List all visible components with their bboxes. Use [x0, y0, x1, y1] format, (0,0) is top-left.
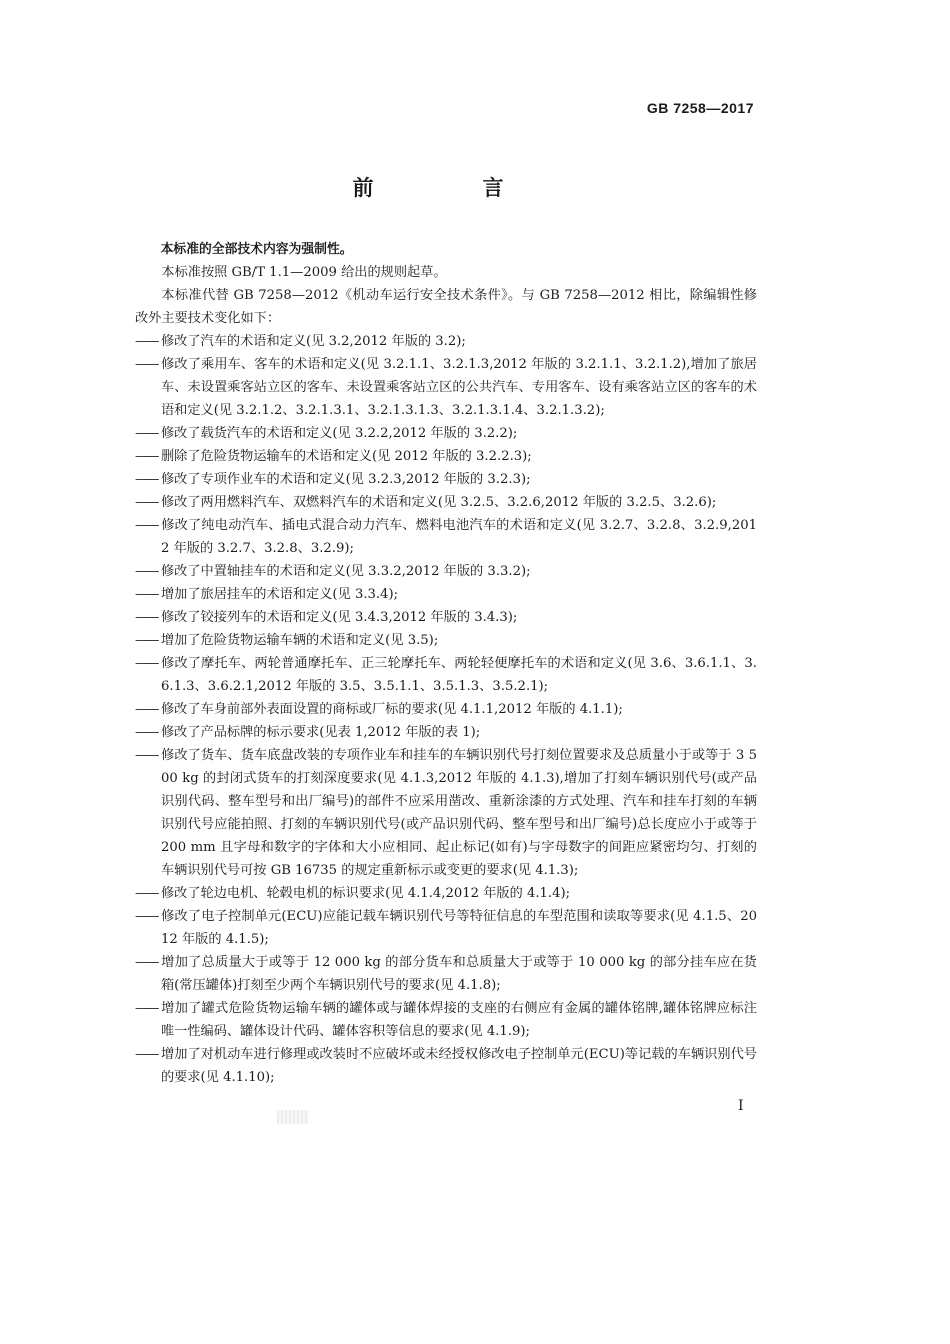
list-dash: ——	[135, 725, 158, 740]
scan-mark	[277, 1110, 309, 1124]
list-item-text: 修改了车身前部外表面设置的商标或厂标的要求(见 4.1.1,2012 年版的 4.1.1);	[161, 702, 623, 717]
page-number: I	[738, 1098, 744, 1114]
list-item	[135, 629, 757, 652]
list-item-text: 增加了旅居挂车的术语和定义(见 3.3.4);	[161, 587, 399, 602]
list-item	[135, 721, 757, 744]
list-dash: ——	[135, 472, 158, 487]
intro-paragraph-mandatory: 本标准的全部技术内容为强制性。	[160, 242, 353, 257]
list-item-text: 修改了专项作业车的术语和定义(见 3.2.3,2012 年版的 3.2.3);	[161, 472, 531, 487]
list-item	[135, 445, 757, 468]
intro-paragraph-drafting: 本标准按照 GB/T 1.1—2009 给出的规则起草。	[161, 265, 447, 280]
list-dash: ——	[135, 518, 158, 533]
list-item	[135, 422, 757, 445]
list-dash: ——	[135, 564, 158, 579]
list-item	[135, 882, 757, 905]
list-item-text: 删除了危险货物运输车的术语和定义(见 2012 年版的 3.2.2.3);	[161, 449, 532, 464]
list-dash: ——	[135, 357, 158, 372]
list-item-text: 修改了汽车的术语和定义(见 3.2,2012 年版的 3.2);	[161, 334, 466, 349]
list-dash: ——	[135, 426, 158, 441]
list-dash: ——	[135, 449, 158, 464]
list-dash: ——	[135, 495, 158, 510]
list-dash: ——	[135, 1001, 158, 1016]
list-item-text: 修改了铰接列车的术语和定义(见 3.4.3,2012 年版的 3.4.3);	[161, 610, 518, 625]
list-item	[135, 583, 757, 606]
standard-number: GB 7258—2017	[646, 100, 754, 116]
list-dash: ——	[135, 886, 158, 901]
list-item	[135, 698, 757, 721]
list-item-text: 修改了摩托车、两轮普通摩托车、正三轮摩托车、两轮轻便摩托车的术语和定义(见 3.6、3.6.1.1、3.6.1.3、3.6.2.1,2012 年版的 3.5、3.5.1.1、3.5.1.3、3.5.2.1);	[161, 656, 757, 694]
list-item-text: 修改了中置轴挂车的术语和定义(见 3.3.2,2012 年版的 3.3.2);	[161, 564, 531, 579]
list-item-text: 修改了载货汽车的术语和定义(见 3.2.2,2012 年版的 3.2.2);	[161, 426, 518, 441]
list-item	[135, 905, 757, 951]
list-dash: ——	[135, 656, 158, 671]
list-item-text: 修改了轮边电机、轮毂电机的标识要求(见 4.1.4,2012 年版的 4.1.4);	[161, 886, 571, 901]
list-item	[135, 652, 757, 698]
list-item-text: 增加了危险货物运输车辆的术语和定义(见 3.5);	[161, 633, 439, 648]
intro-paragraph-replaces: 本标准代替 GB 7258—2012《机动车运行安全技术条件》。与 GB 7258—2012 相比，除编辑性修改外主要技术变化如下：	[135, 288, 757, 326]
list-dash: ——	[135, 702, 158, 717]
list-item-text: 增加了对机动车进行修理或改装时不应破坏或未经授权修改电子控制单元(ECU)等记载的车辆识别代号的要求(见 4.1.10);	[161, 1047, 757, 1085]
list-dash: ——	[135, 909, 158, 924]
list-item	[135, 606, 757, 629]
list-item-text: 修改了电子控制单元(ECU)应能记载车辆识别代号等特征信息的车型范围和读取等要求(见 4.1.5、2012 年版的 4.1.5);	[161, 909, 757, 947]
list-dash: ——	[135, 1047, 158, 1062]
change-list	[135, 330, 757, 1089]
list-item-text: 修改了纯电动汽车、插电式混合动力汽车、燃料电池汽车的术语和定义(见 3.2.7、3.2.8、3.2.9,2012 年版的 3.2.7、3.2.8、3.2.9);	[161, 518, 757, 556]
list-item	[135, 468, 757, 491]
page-title: 前 言	[352, 176, 548, 200]
list-item	[135, 353, 757, 422]
list-dash: ——	[135, 334, 158, 349]
list-item-text: 增加了罐式危险货物运输车辆的罐体或与罐体焊接的支座的右侧应有金属的罐体铭牌,罐体铭牌应标注唯一性编码、罐体设计代码、罐体容积等信息的要求(见 4.1.9);	[161, 1001, 757, 1039]
list-item-text: 修改了货车、货车底盘改装的专项作业车和挂车的车辆识别代号打刻位置要求及总质量小于或等于 3 500 kg 的封闭式货车的打刻深度要求(见 4.1.3,2012 年版的 4.1.3),增加了打刻车辆识别代号(或产品识别代码、整车型号和出厂编号)的部件不应采用凿改、重新涂漆的方式处理、汽车和挂车打刻的车辆识别代号应能拍照、打刻的车辆识别代号(或产品识别代码、整车型号和出厂编号)总长度应小于或等于 200 mm 且字母和数字的字体和大小应相同、起止标记(如有)与字母数字的间距应紧密均匀、打刻的车辆识别代号可按 GB 16735 的规定重新标示或变更的要求(见 4.1.3);	[161, 748, 757, 878]
document-body	[135, 238, 757, 1089]
list-dash: ——	[135, 587, 158, 602]
list-item-text: 修改了产品标牌的标示要求(见表 1,2012 年版的表 1);	[161, 725, 481, 740]
list-item	[135, 514, 757, 560]
list-item	[135, 744, 757, 882]
list-dash: ——	[135, 633, 158, 648]
list-dash: ——	[135, 955, 158, 970]
list-dash: ——	[135, 748, 158, 763]
list-item	[135, 491, 757, 514]
list-item	[135, 560, 757, 583]
list-item	[135, 951, 757, 997]
list-item-text: 修改了乘用车、客车的术语和定义(见 3.2.1.1、3.2.1.3,2012 年版的 3.2.1.1、3.2.1.2),增加了旅居车、未设置乘客站立区的客车、未设置乘客站立区的公共汽车、专用客车、设有乘客站立区的客车的术语和定义(见 3.2.1.2、3.2.1.3.1、3.2.1.3.1.3、3.2.1.3.1.4、3.2.1.3.2);	[161, 357, 757, 418]
list-dash: ——	[135, 610, 158, 625]
list-item	[135, 330, 757, 353]
list-item-text: 修改了两用燃料汽车、双燃料汽车的术语和定义(见 3.2.5、3.2.6,2012 年版的 3.2.5、3.2.6);	[161, 495, 717, 510]
list-item	[135, 1043, 757, 1089]
list-item-text: 增加了总质量大于或等于 12 000 kg 的部分货车和总质量大于或等于 10 000 kg 的部分挂车应在货箱(常压罐体)打刻至少两个车辆识别代号的要求(见 4.1.8);	[161, 955, 757, 993]
list-item	[135, 997, 757, 1043]
